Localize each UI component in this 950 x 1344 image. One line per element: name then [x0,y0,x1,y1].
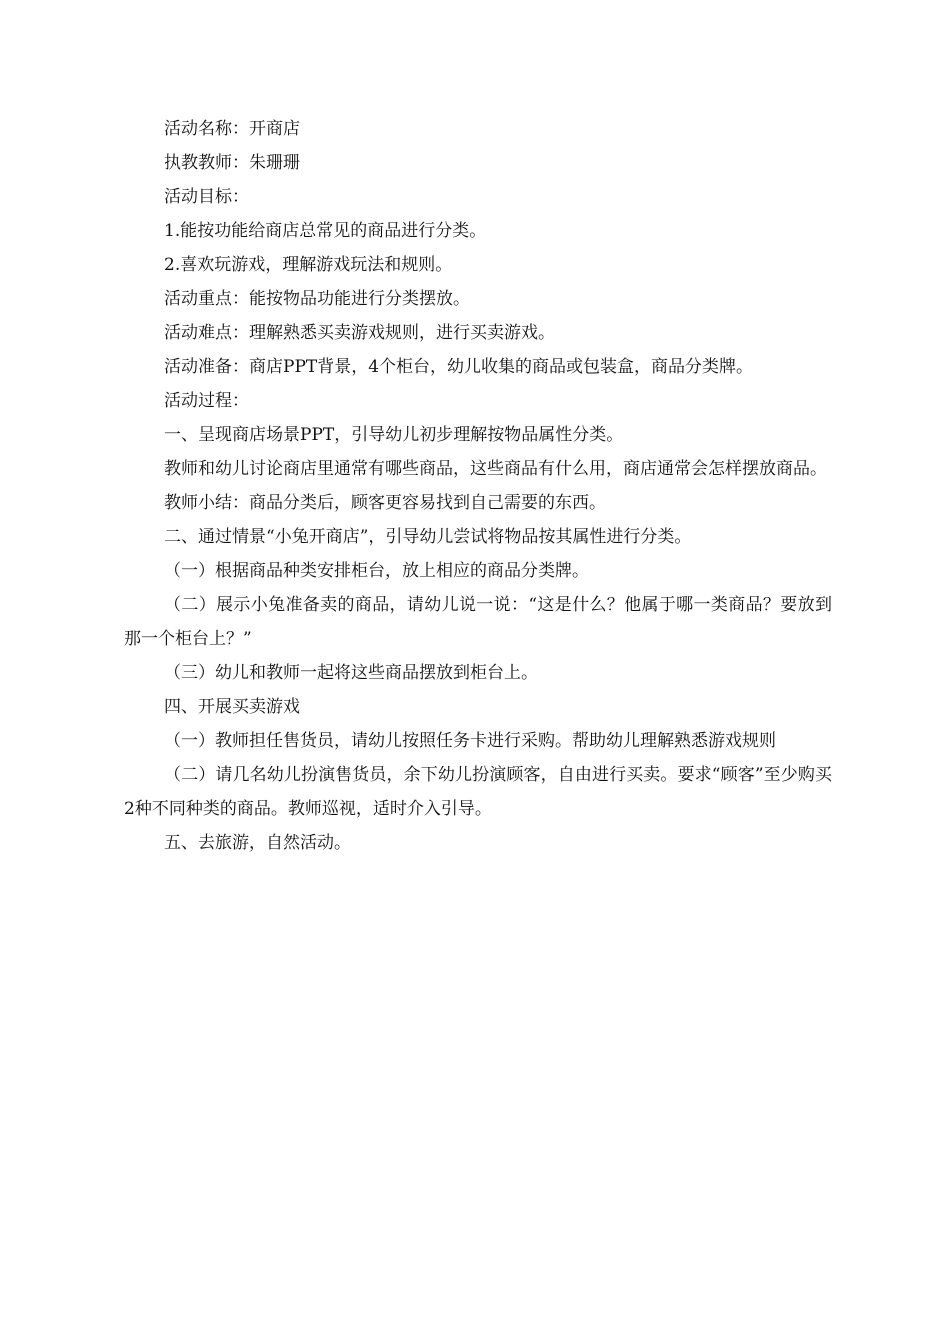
step-2-sub-3: （三）幼儿和教师一起将这些商品摆放到柜台上。 [164,663,538,683]
step-2-sub-2: （二）展示小兔准备卖的商品，请幼儿说一说：“这是什么？他属于哪一类商品？要放到那一个柜台上？” [124,595,832,649]
goal-2: 2.喜欢玩游戏，理解游戏玩法和规则。 [164,255,453,275]
teacher-name: 执教教师：朱珊珊 [164,153,300,173]
step-1-discussion: 教师和幼儿讨论商店里通常有哪些商品，这些商品有什么用，商店通常会怎样摆放商品。 [164,459,827,479]
goal-1: 1.能按功能给商店总常见的商品进行分类。 [164,221,487,241]
document-page [124,112,832,860]
goals-heading: 活动目标： [164,187,249,207]
difficult-point: 活动难点：理解熟悉买卖游戏规则，进行买卖游戏。 [164,323,555,343]
activity-name: 活动名称：开商店 [164,119,300,139]
process-heading: 活动过程： [164,391,249,411]
key-point: 活动重点：能按物品功能进行分类摆放。 [164,289,470,309]
step-1-summary: 教师小结：商品分类后，顾客更容易找到自己需要的东西。 [164,493,606,513]
step-4: 四、开展买卖游戏 [164,697,300,717]
step-2-sub-1: （一）根据商品种类安排柜台，放上相应的商品分类牌。 [164,561,589,581]
step-1: 一、呈现商店场景PPT，引导幼儿初步理解按物品属性分类。 [164,425,624,445]
step-5: 五、去旅游，自然活动。 [164,833,351,853]
step-2: 二、通过情景“小兔开商店”，引导幼儿尝试将物品按其属性进行分类。 [164,527,692,547]
step-4-sub-2: （二）请几名幼儿扮演售货员，余下幼儿扮演顾客，自由进行买卖。要求“顾客”至少购买2种不同种类的商品。教师巡视，适时介入引导。 [124,765,832,819]
step-4-sub-1: （一）教师担任售货员，请幼儿按照任务卡进行采购。帮助幼儿理解熟悉游戏规则 [164,731,776,751]
preparation: 活动准备：商店PPT背景，4个柜台，幼儿收集的商品或包装盒，商品分类牌。 [164,357,754,377]
